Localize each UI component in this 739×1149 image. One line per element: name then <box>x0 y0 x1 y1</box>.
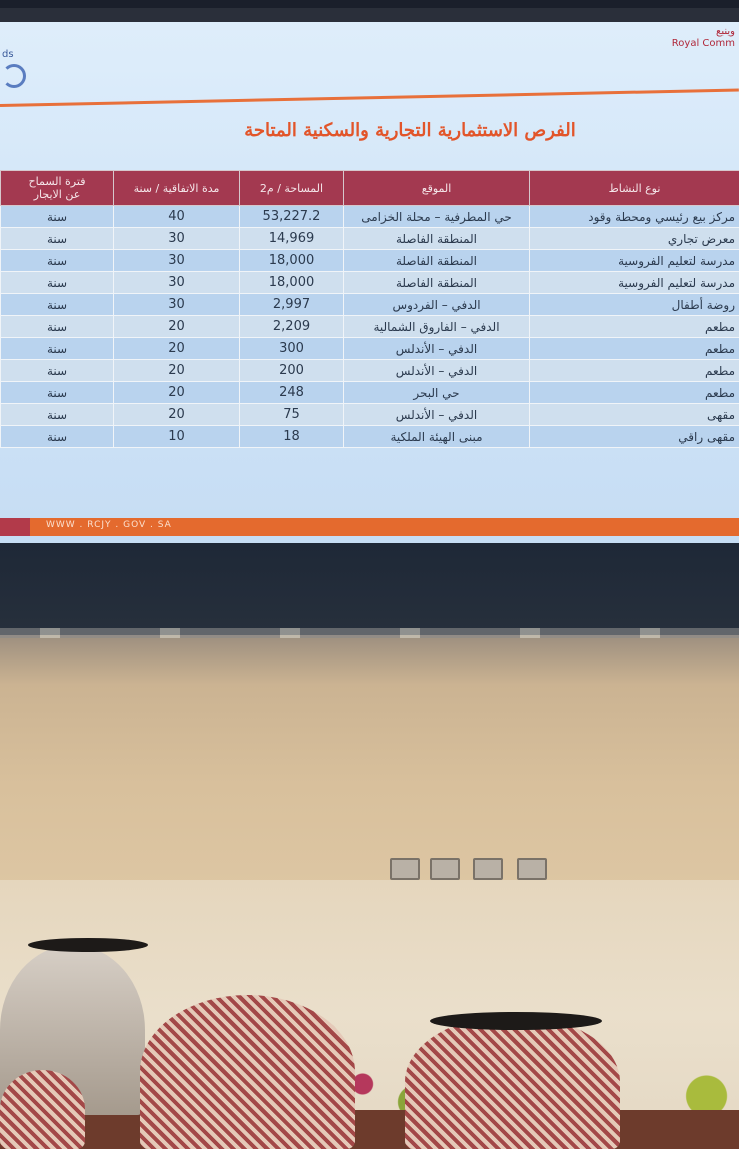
cell-area: 18,000 <box>240 272 344 294</box>
table-row <box>1 272 739 294</box>
cell-location: الدفي – الأندلس <box>344 338 530 360</box>
header-duration: مدة الاتفاقية / سنة <box>114 171 240 206</box>
audience-head <box>0 1070 85 1149</box>
cell-duration: 30 <box>114 294 240 316</box>
cell-activity: مدرسة لتعليم الفروسية <box>530 250 739 272</box>
cell-activity: مقهى <box>530 404 739 426</box>
cell-activity: مطعم <box>530 382 739 404</box>
stage-mic-icon <box>430 858 460 880</box>
cell-location: الدفي – الفاروق الشمالية <box>344 316 530 338</box>
table-row <box>1 206 739 228</box>
table-header-row <box>1 171 739 206</box>
cell-duration: 40 <box>114 206 240 228</box>
cell-location: مبنى الهيئة الملكية <box>344 426 530 448</box>
cell-activity: مطعم <box>530 338 739 360</box>
cell-activity: معرض تجاري <box>530 228 739 250</box>
screen-frame-band <box>0 543 739 635</box>
cell-area: 53,227.2 <box>240 206 344 228</box>
stage-mic-icon <box>517 858 547 880</box>
cell-duration: 20 <box>114 360 240 382</box>
brand-logo-left <box>2 48 26 88</box>
brand-line-1: وينبع <box>716 26 735 37</box>
table-row <box>1 338 739 360</box>
cell-area: 300 <box>240 338 344 360</box>
cell-area: 14,969 <box>240 228 344 250</box>
header-activity: نوع النشاط <box>530 171 739 206</box>
stage-mic-icon <box>473 858 503 880</box>
cell-duration: 30 <box>114 228 240 250</box>
cell-grace: سنة <box>1 338 114 360</box>
cell-area: 18,000 <box>240 250 344 272</box>
table-row <box>1 404 739 426</box>
table-row <box>1 382 739 404</box>
audience-head <box>405 1015 620 1149</box>
cell-grace: سنة <box>1 404 114 426</box>
slide-title: الفرص الاستثمارية التجارية والسكنية المتاحة <box>244 120 576 141</box>
table-body <box>1 206 739 448</box>
header-grace-line2: عن الايجار <box>33 188 81 201</box>
table-row <box>1 426 739 448</box>
cell-activity: مدرسة لتعليم الفروسية <box>530 272 739 294</box>
table-row <box>1 316 739 338</box>
stage-wall <box>0 635 739 885</box>
cell-location: المنطقة الفاصلة <box>344 228 530 250</box>
audience-head <box>140 995 355 1149</box>
cell-area: 248 <box>240 382 344 404</box>
cell-location: الدفي – الفردوس <box>344 294 530 316</box>
cell-area: 2,209 <box>240 316 344 338</box>
cell-area: 75 <box>240 404 344 426</box>
cell-activity: مركز بيع رئيسي ومحطة وقود <box>530 206 739 228</box>
cell-grace: سنة <box>1 360 114 382</box>
cell-duration: 10 <box>114 426 240 448</box>
cell-duration: 20 <box>114 338 240 360</box>
cell-grace: سنة <box>1 272 114 294</box>
title-divider <box>0 89 739 107</box>
header-grace-line1: فترة السماح <box>28 175 86 188</box>
cell-grace: سنة <box>1 382 114 404</box>
cell-area: 200 <box>240 360 344 382</box>
agal <box>430 1012 602 1030</box>
cell-activity: مطعم <box>530 316 739 338</box>
table-row <box>1 250 739 272</box>
cell-grace: سنة <box>1 426 114 448</box>
projection-screen <box>0 8 739 543</box>
footer-url: WWW . RCJY . GOV . SA <box>46 520 172 530</box>
cell-location: حي المطرفية – محلة الخزامى <box>344 206 530 228</box>
table-row <box>1 294 739 316</box>
cell-grace: سنة <box>1 316 114 338</box>
brand-line-2: Royal Comm <box>671 38 735 49</box>
cell-duration: 30 <box>114 272 240 294</box>
cell-location: الدفي – الأندلس <box>344 404 530 426</box>
brand-left-text: ds <box>2 49 14 60</box>
cell-grace: سنة <box>1 294 114 316</box>
cell-duration: 20 <box>114 404 240 426</box>
table-row <box>1 228 739 250</box>
stage-lights <box>0 628 739 638</box>
cell-grace: سنة <box>1 206 114 228</box>
cell-grace: سنة <box>1 228 114 250</box>
cell-activity: مطعم <box>530 360 739 382</box>
cell-duration: 20 <box>114 382 240 404</box>
logo-mark-icon <box>2 64 26 88</box>
cell-duration: 20 <box>114 316 240 338</box>
agal <box>28 938 148 952</box>
cell-area: 2,997 <box>240 294 344 316</box>
opportunities-table <box>0 170 739 448</box>
cell-activity: مقهى راقي <box>530 426 739 448</box>
cell-location: حي البحر <box>344 382 530 404</box>
header-grace <box>1 171 114 206</box>
front-table <box>0 1110 739 1149</box>
header-area: المساحة / م2 <box>240 171 344 206</box>
cell-location: المنطقة الفاصلة <box>344 250 530 272</box>
screen-top-frame <box>0 8 739 22</box>
cell-location: المنطقة الفاصلة <box>344 272 530 294</box>
cell-activity: روضة أطفال <box>530 294 739 316</box>
table-row <box>1 360 739 382</box>
cell-duration: 30 <box>114 250 240 272</box>
stage-mic-icon <box>390 858 420 880</box>
brand-logo-right <box>672 26 735 50</box>
cell-grace: سنة <box>1 250 114 272</box>
header-location: الموقع <box>344 171 530 206</box>
cell-location: الدفي – الأندلس <box>344 360 530 382</box>
cell-area: 18 <box>240 426 344 448</box>
